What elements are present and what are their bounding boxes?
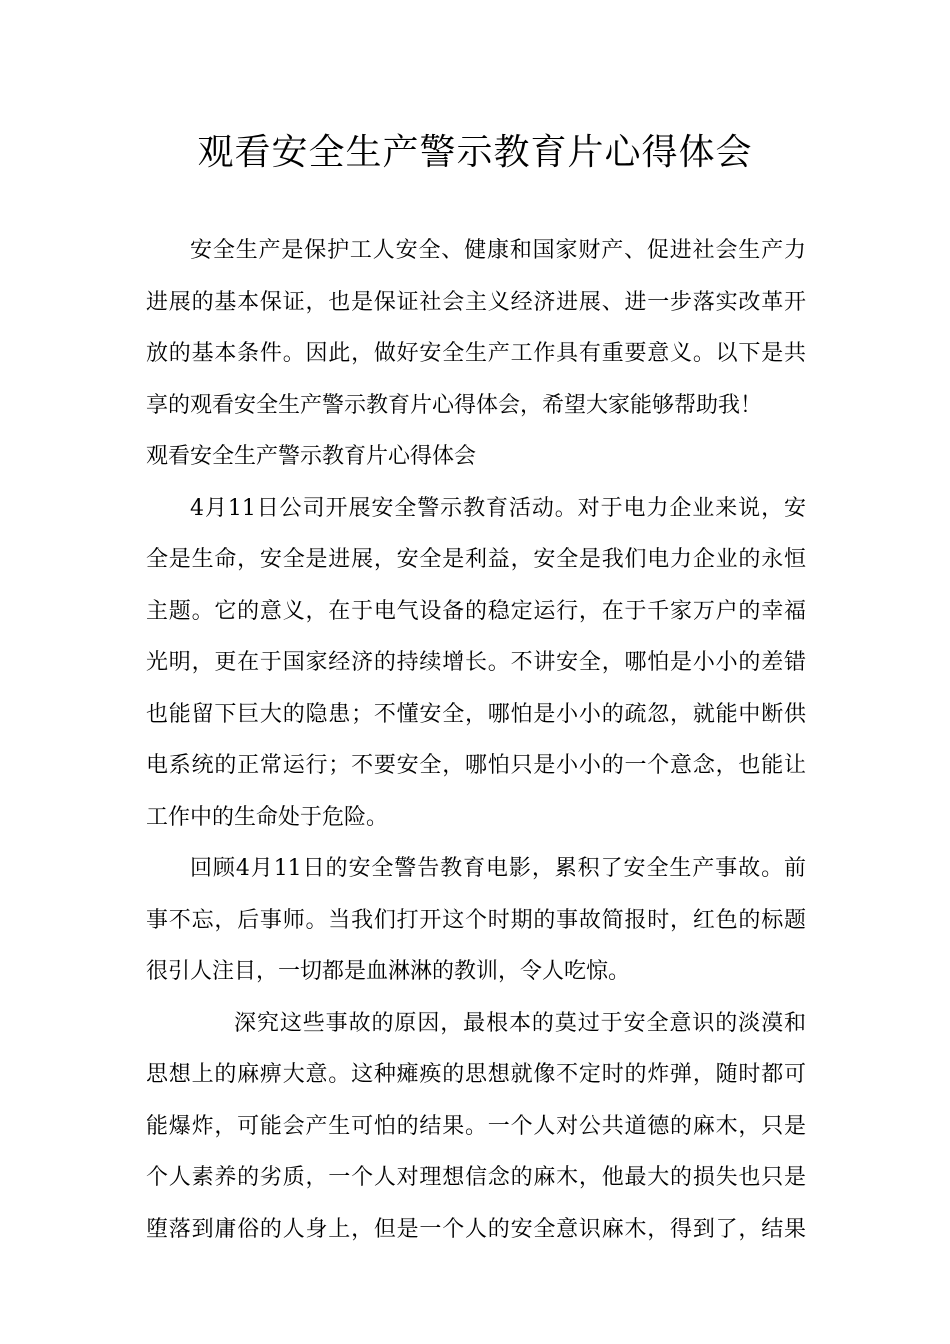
paragraph-intro — [146, 225, 806, 431]
text-line: 工作中的生命处于危险。 — [146, 804, 389, 830]
text-line: 4月11日公司开展安全警示教育活动。对于电力企业来说，安 — [190, 495, 806, 521]
text-line: 深究这些事故的原因，最根本的莫过于安全意识的淡漠和 — [234, 1010, 806, 1036]
text-line: 放的基本条件。因此，做好安全生产工作具有重要意义。以下是共 — [146, 341, 806, 366]
paragraph-activity — [146, 483, 806, 844]
paragraph-causes — [146, 998, 806, 1256]
text-line: 享的观看安全生产警示教育片心得体会，希望大家能够帮助我！ — [146, 392, 763, 418]
text-line: 能爆炸，可能会产生可怕的结果。一个人对公共道德的麻木，只是 — [146, 1113, 806, 1139]
paragraph-subtitle — [146, 431, 806, 483]
text-line: 很引人注目，一切都是血淋淋的教训，令人吃惊。 — [146, 959, 631, 984]
text-line: 光明，更在于国家经济的持续增长。不讲安全，哪怕是小小的差错 — [146, 650, 806, 675]
text-line: 堕落到庸俗的人身上，但是一个人的安全意识麻木，得到了，结果 — [146, 1216, 806, 1242]
text-line: 电系统的正常运行；不要安全，哪怕只是小小的一个意念，也能让 — [146, 753, 806, 778]
text-line: 事不忘，后事师。当我们打开这个时期的事故简报时，红色的标题 — [146, 907, 806, 933]
document-body — [146, 225, 806, 1255]
paragraph-review — [146, 843, 806, 998]
text-line: 进展的基本保证，也是保证社会主义经济进展、进一步落实改革开 — [146, 289, 806, 315]
text-line: 回顾4月11日的安全警告教育电影，累积了安全生产事故。前 — [190, 856, 806, 881]
text-line: 安全生产是保护工人安全、健康和国家财产、促进社会生产力 — [190, 238, 806, 263]
text-line: 全是生命，安全是进展，安全是利益，安全是我们电力企业的永恒 — [146, 547, 806, 572]
text-line: 观看安全生产警示教育片心得体会 — [146, 444, 477, 469]
document-title: 观看安全生产警示教育片心得体会 — [197, 132, 753, 173]
text-line: 个人素养的劣质，一个人对理想信念的麻木，他最大的损失也只是 — [146, 1165, 806, 1190]
text-line: 主题。它的意义，在于电气设备的稳定运行，在于千家万户的幸福 — [146, 598, 806, 624]
text-line: 也能留下巨大的隐患；不懂安全，哪怕是小小的疏忽，就能中断供 — [146, 701, 806, 727]
text-line: 思想上的麻痹大意。这种瘫痪的思想就像不定时的炸弹，随时都可 — [146, 1062, 806, 1087]
